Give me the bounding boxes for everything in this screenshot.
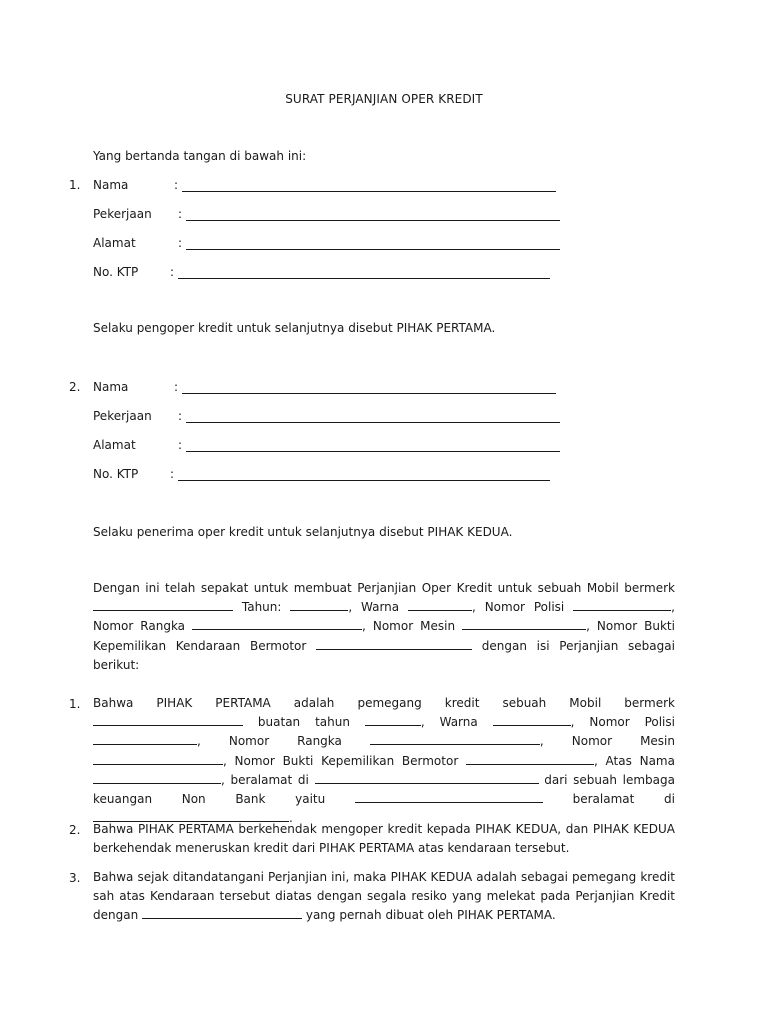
party1-ktp-field[interactable] bbox=[178, 266, 550, 279]
clause1-part-l: beralamat di bbox=[572, 792, 675, 807]
party1-number: 1. bbox=[69, 178, 81, 192]
clause2-text: Bahwa PIHAK PERTAMA berkehendak mengoper kredit kepada PIHAK KEDUA, dan PIHAK KEDUA berkehendak meneruskan kredit dari PIHAK PERTAMA atas kendaraan tersebut. bbox=[93, 822, 675, 856]
clause1-part-j: , beralamat di bbox=[221, 772, 309, 787]
party2-name-label: Nama bbox=[93, 380, 129, 394]
clause1-frame-field[interactable] bbox=[370, 733, 540, 745]
party1-address-colon: : bbox=[178, 236, 183, 250]
agreement-text-1: Dengan ini telah sepakat untuk membuat Perjanjian Oper Kredit untuk sebuah Mobil bermerk bbox=[93, 581, 675, 595]
party1-address-field[interactable] bbox=[186, 237, 560, 250]
clause1-part-k: dari sebuah lembaga keuangan Non Bank yaitu bbox=[93, 772, 675, 807]
party2-job-colon: : bbox=[178, 409, 183, 423]
clause3-number: 3. bbox=[69, 871, 81, 885]
agreement-engine-label: , Nomor Mesin bbox=[362, 619, 456, 634]
clause2-number: 2. bbox=[69, 823, 81, 837]
party1-ktp-colon: : bbox=[170, 265, 175, 279]
party1-designation: Selaku pengoper kredit untuk selanjutnya disebut PIHAK PERTAMA. bbox=[93, 321, 496, 335]
clause1-part-g: , Nomor Bukti Kepemilikan bbox=[223, 753, 395, 768]
clause3-lender-field[interactable] bbox=[142, 907, 302, 919]
clause1-text bbox=[93, 694, 675, 828]
clause1-engine-field[interactable] bbox=[93, 753, 223, 765]
party1-ktp-label: No. KTP bbox=[93, 265, 139, 279]
clause1-part-e: , Nomor Rangka bbox=[197, 734, 342, 749]
party1-name-label: Nama bbox=[93, 178, 129, 192]
plate-field[interactable] bbox=[573, 599, 671, 611]
party1-name-field[interactable] bbox=[182, 179, 556, 192]
intro-text: Yang bertanda tangan di bawah ini: bbox=[93, 149, 307, 163]
party2-address-label: Alamat bbox=[93, 438, 136, 452]
agreement-end-text: dengan isi Perjanjian sebagai berikut: bbox=[93, 638, 675, 672]
party2-address-colon: : bbox=[178, 438, 183, 452]
party1-job-label: Pekerjaan bbox=[93, 207, 152, 221]
clause1-part-a: Bahwa PIHAK PERTAMA adalah pemegang kredit sebuah Mobil bermerk bbox=[93, 696, 675, 710]
clause1-color-field[interactable] bbox=[493, 714, 571, 726]
clause1-part-m: . bbox=[289, 811, 293, 826]
agreement-number-label: , Nomor bbox=[93, 600, 675, 634]
party2-ktp-field[interactable] bbox=[178, 468, 550, 481]
engine-field[interactable] bbox=[462, 618, 586, 630]
party2-designation: Selaku penerima oper kredit untuk selanjutnya disebut PIHAK KEDUA. bbox=[93, 525, 513, 539]
agreement-ownership-label: , Nomor Bukti Kepemilikan bbox=[93, 619, 675, 653]
party2-number: 2. bbox=[69, 380, 81, 394]
party2-name-colon: : bbox=[174, 380, 179, 394]
party1-job-field[interactable] bbox=[186, 208, 560, 221]
clause3-part-b: yang pernah dibuat oleh PIHAK PERTAMA. bbox=[305, 908, 556, 923]
party2-name-field[interactable] bbox=[182, 381, 556, 394]
clause1-brand-field[interactable] bbox=[93, 714, 243, 726]
party1-job-colon: : bbox=[178, 207, 183, 221]
clause1-owner-address-field[interactable] bbox=[315, 772, 539, 784]
party1-address-label: Alamat bbox=[93, 236, 136, 250]
clause1-part-c: , Warna bbox=[420, 715, 478, 730]
clause1-part-i: , Atas Nama bbox=[594, 753, 675, 768]
clause3-text bbox=[93, 868, 675, 926]
party2-ktp-colon: : bbox=[170, 467, 175, 481]
color-field[interactable] bbox=[408, 599, 472, 611]
frame-field[interactable] bbox=[192, 618, 362, 630]
party2-job-label: Pekerjaan bbox=[93, 409, 152, 423]
clause1-bpkb-field[interactable] bbox=[466, 753, 594, 765]
agreement-color-label: , Warna bbox=[348, 600, 400, 615]
clause1-part-f: , Nomor Mesin bbox=[539, 734, 675, 749]
clause1-year-field[interactable] bbox=[365, 714, 421, 726]
clause1-owner-field[interactable] bbox=[93, 772, 221, 784]
clause1-part-h: Bermotor bbox=[401, 753, 459, 768]
party2-job-field[interactable] bbox=[186, 410, 560, 423]
agreement-year-label: Tahun: bbox=[241, 600, 282, 615]
clause1-lender-field[interactable] bbox=[355, 791, 543, 803]
clause1-part-b: buatan tahun bbox=[257, 715, 350, 730]
document-title: SURAT PERJANJIAN OPER KREDIT bbox=[285, 92, 483, 106]
agreement-paragraph bbox=[93, 579, 675, 675]
ownership-field[interactable] bbox=[316, 638, 472, 650]
agreement-vehicle-label: Kendaraan Bermotor bbox=[175, 638, 307, 653]
year-field[interactable] bbox=[290, 599, 348, 611]
party1-name-colon: : bbox=[174, 178, 179, 192]
clause1-number: 1. bbox=[69, 697, 81, 711]
clause3-part-a: Bahwa sejak ditandatangani Perjanjian ini, maka PIHAK KEDUA adalah sebagai pemegang kredit sah atas Kendaraan tersebut diatas dengan segala resiko yang melekat pada Perjanjian Kredit dengan bbox=[93, 870, 675, 923]
party2-address-field[interactable] bbox=[186, 439, 560, 452]
party2-ktp-label: No. KTP bbox=[93, 467, 139, 481]
clause1-part-d: , Nomor Polisi bbox=[570, 715, 675, 730]
brand-field[interactable] bbox=[93, 599, 233, 611]
clause1-plate-field[interactable] bbox=[93, 733, 197, 745]
agreement-frame-label: Rangka bbox=[140, 619, 186, 634]
agreement-plate-label: , Nomor Polisi bbox=[472, 600, 565, 615]
